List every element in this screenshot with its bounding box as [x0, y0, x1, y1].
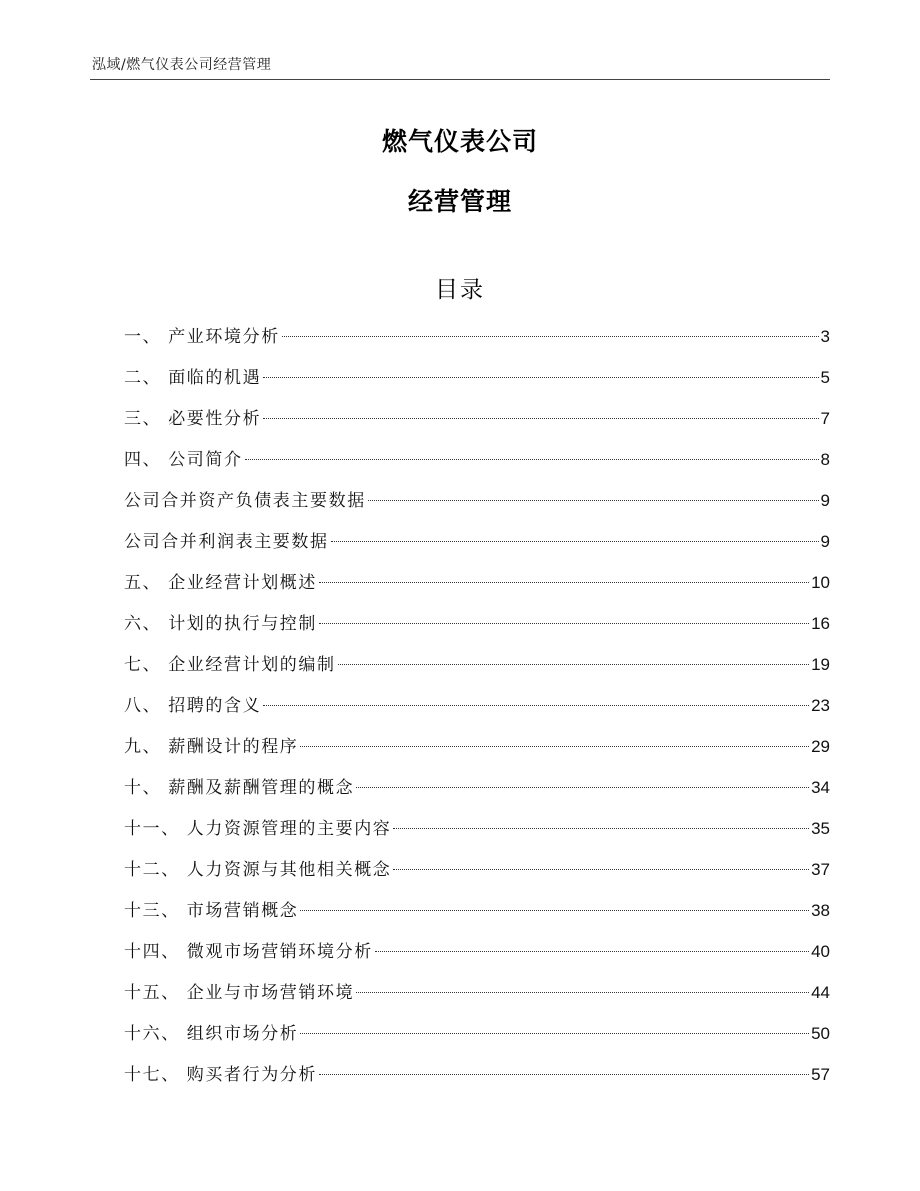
toc-entry-page: 9 — [820, 491, 830, 510]
toc-entry-label: 四、 公司简介 — [124, 450, 243, 470]
toc-entry[interactable] — [124, 568, 830, 609]
toc-entry-label: 十六、 组织市场分析 — [124, 1024, 299, 1044]
toc-entry-page: 16 — [811, 614, 830, 633]
toc-leader-dots — [319, 623, 809, 624]
toc-entry-page: 34 — [811, 778, 830, 797]
toc-leader-dots — [245, 459, 819, 460]
toc-leader-dots — [263, 705, 809, 706]
toc-entry-page: 9 — [820, 532, 830, 551]
toc-entry-page: 37 — [811, 860, 830, 879]
toc-entry-page: 35 — [811, 819, 830, 838]
toc-entry-page: 29 — [811, 737, 830, 756]
document-title: 燃气仪表公司 — [381, 127, 538, 156]
toc-leader-dots — [263, 418, 818, 419]
toc-entry-label: 十一、 人力资源管理的主要内容 — [124, 819, 392, 839]
toc-heading: 目录 — [435, 277, 485, 303]
toc-entry[interactable] — [124, 609, 830, 650]
toc-entry-page: 5 — [820, 368, 830, 387]
toc-leader-dots — [331, 541, 819, 542]
toc-leader-dots — [356, 787, 809, 788]
toc-leader-dots — [300, 910, 809, 911]
toc-entry-label: 十七、 购买者行为分析 — [124, 1065, 318, 1085]
toc-entry[interactable] — [124, 978, 830, 1019]
running-header: 泓域/燃气仪表公司经营管理 — [92, 57, 272, 73]
toc-entry-page: 3 — [820, 327, 830, 346]
toc-entry[interactable] — [124, 896, 830, 937]
toc-leader-dots — [393, 828, 809, 829]
toc-leader-dots — [356, 992, 809, 993]
toc-entry-page: 19 — [811, 655, 830, 674]
toc-entry[interactable] — [124, 732, 830, 773]
toc-leader-dots — [300, 1033, 809, 1034]
toc-entry-page: 50 — [811, 1024, 830, 1043]
toc-entry[interactable] — [124, 650, 830, 691]
toc-entry[interactable] — [124, 1019, 830, 1060]
toc-entry-label: 十、 薪酬及薪酬管理的概念 — [124, 778, 355, 798]
header-divider — [90, 79, 830, 80]
toc-entry[interactable] — [124, 486, 830, 527]
toc-entry[interactable] — [124, 404, 830, 445]
toc-leader-dots — [282, 336, 819, 337]
toc-entry[interactable] — [124, 363, 830, 404]
toc-entry[interactable] — [124, 322, 830, 363]
toc-entry[interactable] — [124, 691, 830, 732]
toc-entry[interactable] — [124, 814, 830, 855]
toc-entry-label: 公司合并资产负债表主要数据 — [124, 491, 366, 511]
toc-entry-label: 八、 招聘的含义 — [124, 696, 262, 716]
toc-leader-dots — [375, 951, 809, 952]
toc-entry-page: 23 — [811, 696, 830, 715]
document-subtitle: 经营管理 — [407, 187, 512, 216]
toc-entry-label: 十二、 人力资源与其他相关概念 — [124, 860, 392, 880]
toc-entry[interactable] — [124, 773, 830, 814]
toc-entry[interactable] — [124, 527, 830, 568]
toc-entry-label: 公司合并利润表主要数据 — [124, 532, 329, 552]
toc-entry-label: 十三、 市场营销概念 — [124, 901, 299, 921]
toc-entry[interactable] — [124, 937, 830, 978]
toc-entry-label: 七、 企业经营计划的编制 — [124, 655, 336, 675]
toc-entry[interactable] — [124, 445, 830, 486]
toc-entry[interactable] — [124, 1060, 830, 1101]
toc-entry-label: 五、 企业经营计划概述 — [124, 573, 318, 593]
toc-leader-dots — [368, 500, 819, 501]
toc-leader-dots — [393, 869, 809, 870]
toc-entry-page: 44 — [811, 983, 830, 1002]
toc-entry-label: 一、 产业环境分析 — [124, 327, 280, 347]
toc-leader-dots — [319, 1074, 809, 1075]
toc-entry-page: 8 — [820, 450, 830, 469]
toc-entry-label: 三、 必要性分析 — [124, 409, 262, 429]
toc-entry-page: 38 — [811, 901, 830, 920]
table-of-contents — [124, 322, 830, 1101]
toc-entry-label: 九、 薪酬设计的程序 — [124, 737, 299, 757]
toc-entry-page: 7 — [820, 409, 830, 428]
toc-entry-label: 十五、 企业与市场营销环境 — [124, 983, 355, 1003]
toc-leader-dots — [319, 582, 809, 583]
toc-entry-label: 六、 计划的执行与控制 — [124, 614, 318, 634]
toc-entry-page: 10 — [811, 573, 830, 592]
toc-entry-label: 二、 面临的机遇 — [124, 368, 262, 388]
toc-leader-dots — [300, 746, 809, 747]
toc-entry-page: 57 — [811, 1065, 830, 1084]
toc-entry-page: 40 — [811, 942, 830, 961]
toc-leader-dots — [338, 664, 809, 665]
toc-leader-dots — [263, 377, 818, 378]
toc-entry[interactable] — [124, 855, 830, 896]
toc-entry-label: 十四、 微观市场营销环境分析 — [124, 942, 373, 962]
